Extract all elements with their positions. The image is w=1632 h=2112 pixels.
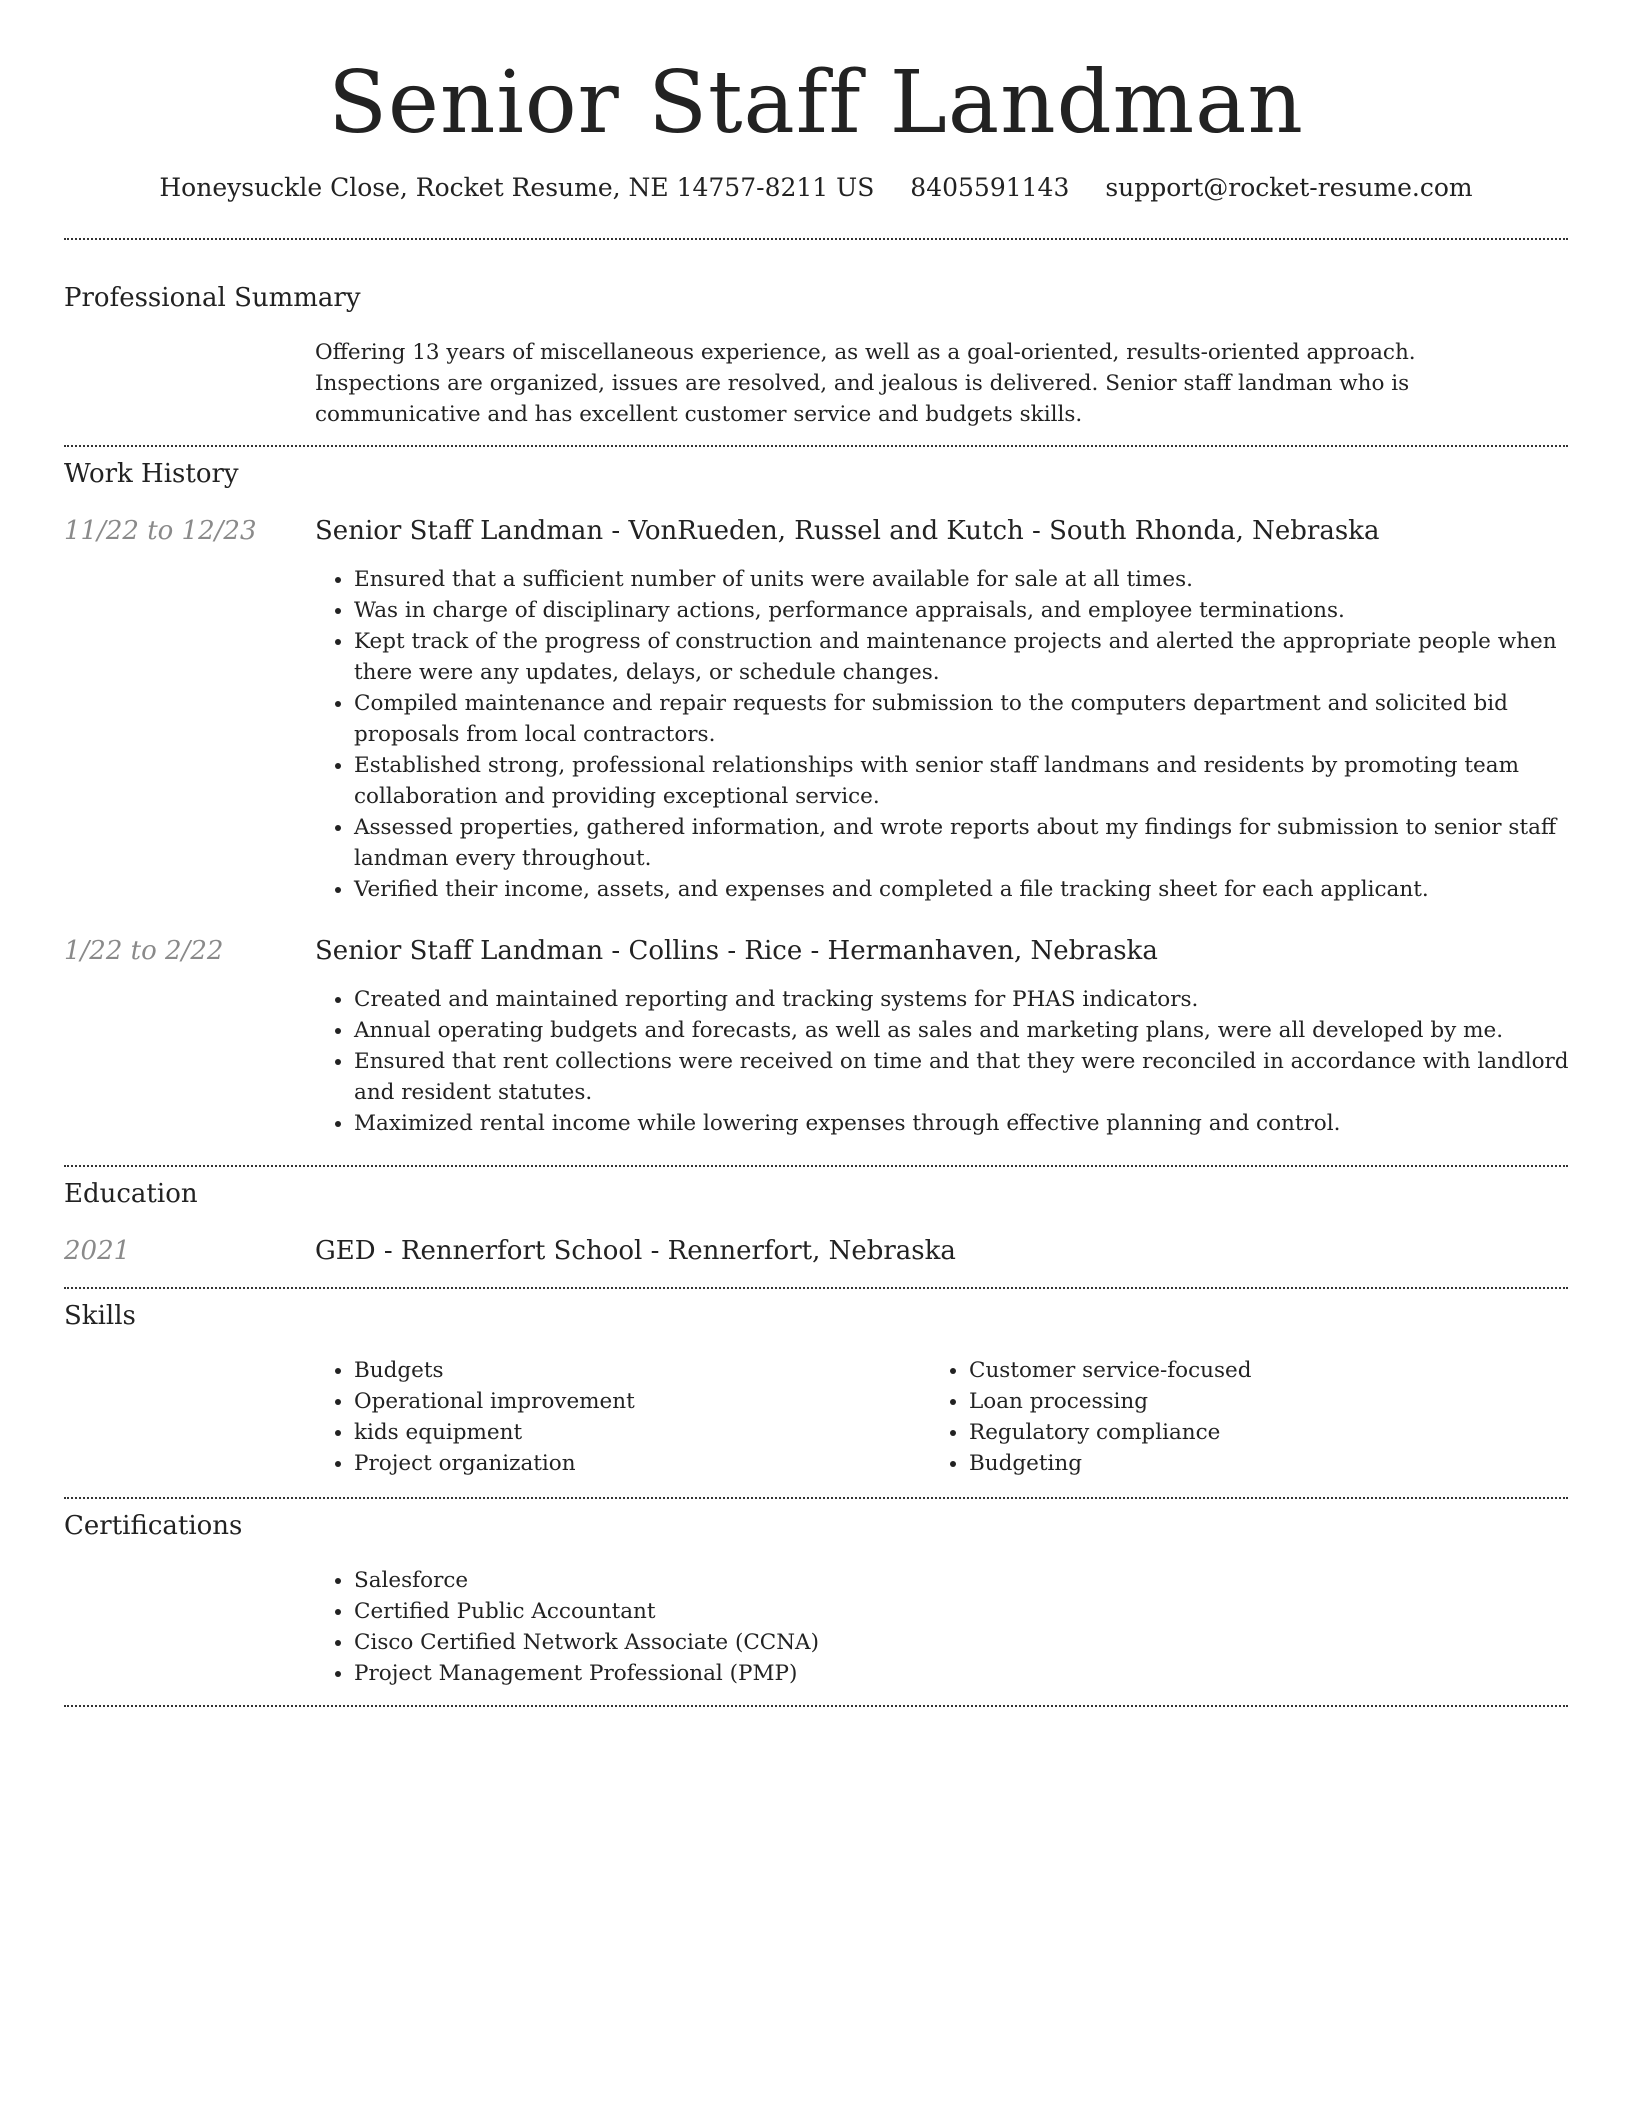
skills-heading: Skills — [64, 1301, 136, 1331]
contact-phone: 8405591143 — [910, 173, 1070, 202]
skill-item: • Budgets — [354, 1355, 914, 1386]
education-entry: GED - Rennerfort School - Rennerfort, Nebraska — [315, 1236, 956, 1266]
summary-heading: Professional Summary — [64, 283, 361, 313]
resume-name: Senior Staff Landman — [328, 53, 1304, 153]
skills-list-right — [925, 1355, 1529, 1479]
certification-item: • Cisco Certified Network Associate (CCNA) — [354, 1627, 1574, 1658]
skill-item: • Customer service-focused — [969, 1355, 1529, 1386]
certification-item: • Salesforce — [354, 1565, 1574, 1596]
list-item: • Established strong, professional relationships with senior staff landmans and residents by promoting team collaboration and providing exceptional service. — [354, 750, 1574, 812]
skill-item: • Operational improvement — [354, 1386, 914, 1417]
job-1-title: Senior Staff Landman - VonRueden, Russel and Kutch - South Rhonda, Nebraska — [315, 516, 1380, 546]
job-2-title: Senior Staff Landman - Collins - Rice - Hermanhaven, Nebraska — [315, 936, 1158, 966]
list-item: • Maximized rental income while lowering expenses through effective planning and control. — [354, 1108, 1574, 1139]
divider — [64, 1165, 1568, 1167]
list-item: • Ensured that rent collections were received on time and that they were reconciled in accordance with landlord and resident statutes. — [354, 1046, 1574, 1108]
job-1-dates: 11/22 to 12/23 — [64, 516, 257, 546]
skill-item: • Loan processing — [969, 1386, 1529, 1417]
job-1-bullets — [310, 564, 1574, 905]
contact-line — [0, 168, 1632, 208]
list-item: • Kept track of the progress of construction and maintenance projects and alerted the appropriate people when there were any updates, delays, or schedule changes. — [354, 626, 1574, 688]
skill-item: • Budgeting — [969, 1448, 1529, 1479]
skills-list-left — [310, 1355, 914, 1479]
list-item: • Created and maintained reporting and tracking systems for PHAS indicators. — [354, 984, 1574, 1015]
divider — [64, 1497, 1568, 1499]
education-heading: Education — [64, 1179, 198, 1209]
education-year: 2021 — [64, 1236, 131, 1266]
job-2-dates: 1/22 to 2/22 — [64, 936, 224, 966]
divider — [64, 1287, 1568, 1289]
skill-item: • Regulatory compliance — [969, 1417, 1529, 1448]
list-item: • Was in charge of disciplinary actions, performance appraisals, and employee terminations. — [354, 595, 1574, 626]
divider — [64, 238, 1568, 240]
list-item: • Annual operating budgets and forecasts, as well as sales and marketing plans, were all developed by me. — [354, 1015, 1574, 1046]
divider — [64, 445, 1568, 447]
skill-item: • Project organization — [354, 1448, 914, 1479]
skill-item: • kids equipment — [354, 1417, 914, 1448]
list-item: • Compiled maintenance and repair requests for submission to the computers department and solicited bid proposals from local contractors. — [354, 688, 1574, 750]
certification-item: • Project Management Professional (PMP) — [354, 1658, 1574, 1689]
list-item: • Verified their income, assets, and expenses and completed a file tracking sheet for each applicant. — [354, 874, 1574, 905]
divider — [64, 1705, 1568, 1707]
contact-address: Honeysuckle Close, Rocket Resume, NE 14757-8211 US — [159, 173, 875, 202]
list-item: • Ensured that a sufficient number of units were available for sale at all times. — [354, 564, 1574, 595]
job-2-bullets — [310, 984, 1574, 1139]
certifications-list — [310, 1565, 1574, 1689]
summary-text: Offering 13 years of miscellaneous experience, as well as a goal-oriented, results-oriented approach. Inspections are organized, issues are resolved, and jealous is delivered. Senior staff landman who is communicative and has excellent customer service and budgets skills. — [315, 340, 1416, 427]
contact-email[interactable]: support@rocket-resume.com — [1105, 173, 1473, 202]
list-item: • Assessed properties, gathered information, and wrote reports about my findings for submission to senior staff landman every throughout. — [354, 812, 1574, 874]
work-heading: Work History — [64, 459, 239, 489]
certification-item: • Certified Public Accountant — [354, 1596, 1574, 1627]
certifications-heading: Certifications — [64, 1511, 243, 1541]
